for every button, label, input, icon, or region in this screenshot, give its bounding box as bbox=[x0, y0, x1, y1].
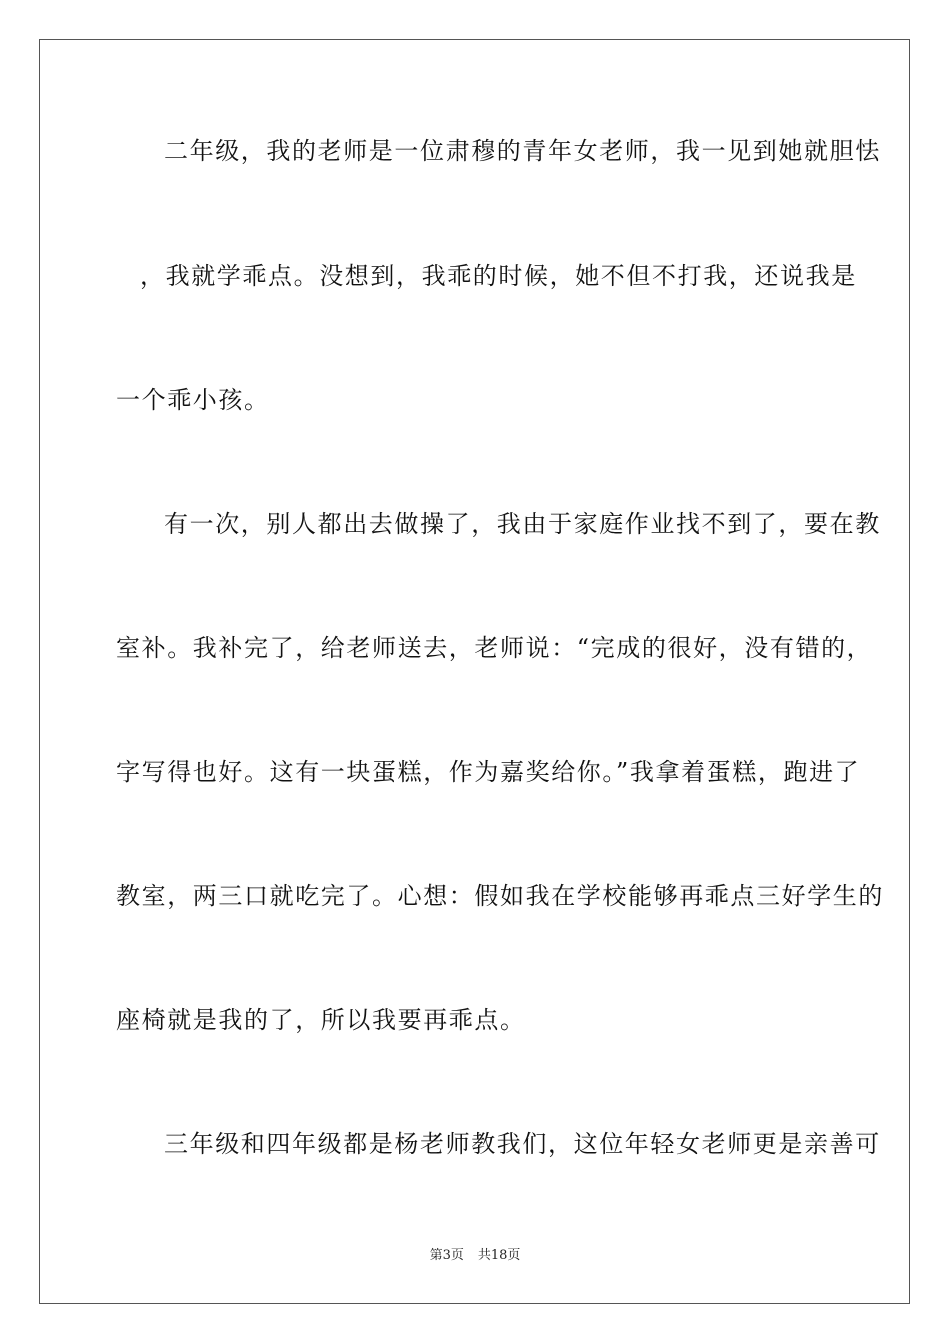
page-number: 第3页 bbox=[429, 1248, 464, 1263]
body-text-line: 一个乖小孩。 bbox=[116, 386, 270, 414]
body-text-line: 三年级和四年级都是杨老师教我们，这位年轻女老师更是亲善可 bbox=[164, 1130, 881, 1158]
body-text-line: 有一次，别人都出去做操了，我由于家庭作业找不到了，要在教 bbox=[164, 510, 881, 538]
body-text-line: 二年级，我的老师是一位肃穆的青年女老师，我一见到她就胆怯 bbox=[164, 137, 881, 165]
page-frame bbox=[39, 39, 910, 1304]
body-text-line: 教室，两三口就吃完了。心想：假如我在学校能够再乖点三好学生的 bbox=[116, 882, 884, 910]
body-text-line: 室补。我补完了，给老师送去，老师说：“完成的很好，没有错的， bbox=[116, 634, 873, 662]
page-footer bbox=[0, 1247, 950, 1265]
body-text-line: ，我就学乖点。没想到，我乖的时候，她不但不打我，还说我是 bbox=[140, 262, 857, 290]
body-text-line: 字写得也好。这有一块蛋糕，作为嘉奖给你。”我拿着蛋糕，跑进了 bbox=[116, 758, 861, 786]
total-pages: 共18页 bbox=[477, 1248, 521, 1263]
body-text-line: 座椅就是我的了，所以我要再乖点。 bbox=[116, 1006, 526, 1034]
